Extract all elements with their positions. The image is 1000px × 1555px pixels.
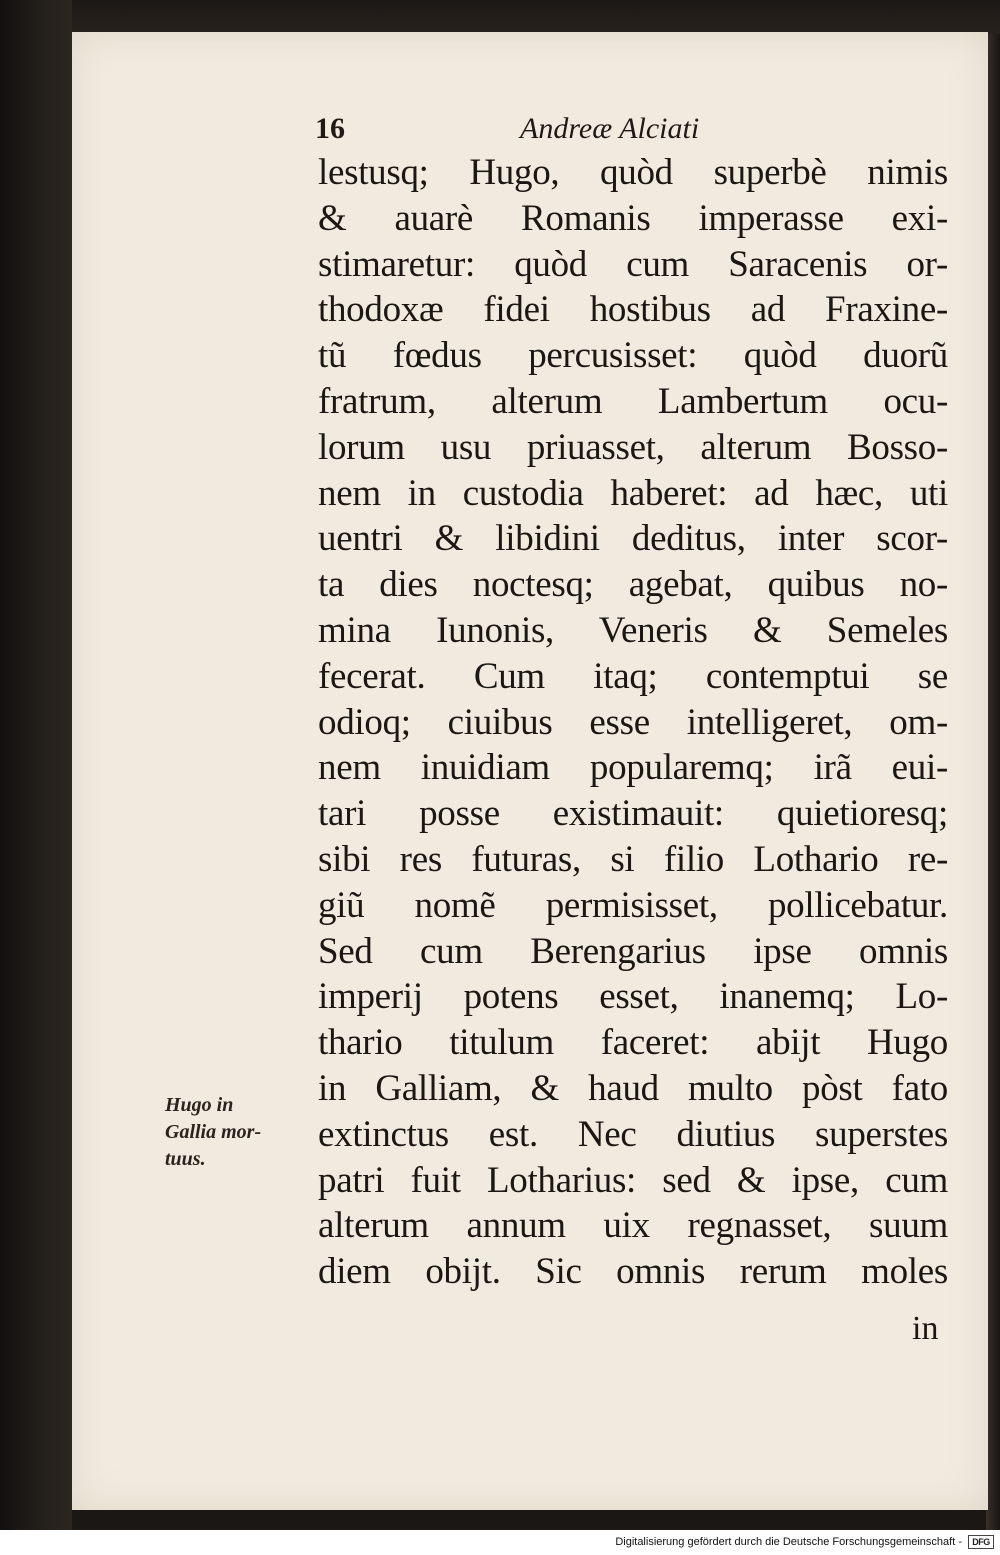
text-line: ta dies noctesq; agebat, quibus no- [318,564,948,606]
text-line: alterum annum uix regnasset, suum [318,1205,948,1247]
right-binding-edge [986,34,1000,1530]
page-number: 16 [315,112,345,145]
text-line: thodoxæ fidei hostibus ad Fraxine- [318,289,948,331]
text-line: lestusq; Hugo, quòd superbè nimis [318,152,948,193]
text-line: stimaretur: quòd cum Saracenis or- [318,243,948,285]
text-line: thario titulum faceret: abijt Hugo [318,1022,948,1064]
text-line: odioq; ciuibus esse intelligeret, om- [318,701,948,743]
text-line: sibi res futuras, si filio Lothario re- [318,838,948,880]
text-line: in Galliam, & haud multo pòst fato [318,1067,948,1109]
text-line: fecerat. Cum itaq; contemptui se [318,655,948,697]
catchword: in [912,1310,939,1347]
marginal-note-line: Hugo in [165,1094,234,1116]
marginal-note-line: tuus. [165,1148,206,1170]
text-line: lorum usu priuasset, alterum Bosso- [318,426,948,468]
funding-credit: Digitalisierung gefördert durch die Deutsche Forschungsgemeinschaft - [615,1536,962,1548]
text-line: tari posse existimauit: quietioresq; [318,793,948,835]
text-line: uentri & libidini deditus, inter scor- [318,518,948,560]
page-header [315,112,955,152]
text-line: patri fuit Lotharius: sed & ipse, cum [318,1159,948,1201]
text-line: nem inuidiam popularemq; irã eui- [318,747,948,789]
marginal-note-line: Gallia mor- [165,1121,262,1143]
text-line: tũ fœdus percusisset: quòd duorũ [318,335,948,377]
dfg-logo: DFG [968,1535,994,1549]
text-line: & auarè Romanis imperasse exi- [318,197,948,239]
text-line: extinctus est. Nec diutius superstes [318,1113,948,1155]
body-text [318,150,948,1295]
running-title: Andreæ Alciati [520,112,700,145]
text-line: mina Iunonis, Veneris & Semeles [318,609,948,651]
text-line: fratrum, alterum Lambertum ocu- [318,380,948,422]
digitization-footer [0,1530,1000,1555]
text-line: imperij potens esset, inanemq; Lo- [318,976,948,1018]
text-line: Sed cum Berengarius ipse omnis [318,930,948,972]
book-spine [0,0,72,1530]
text-line: giũ nomẽ permisisset, pollicebatur. [318,884,948,926]
marginal-note [165,1092,310,1173]
text-line: diem obijt. Sic omnis rerum moles [318,1251,948,1293]
text-line: nem in custodia haberet: ad hæc, uti [318,472,948,514]
